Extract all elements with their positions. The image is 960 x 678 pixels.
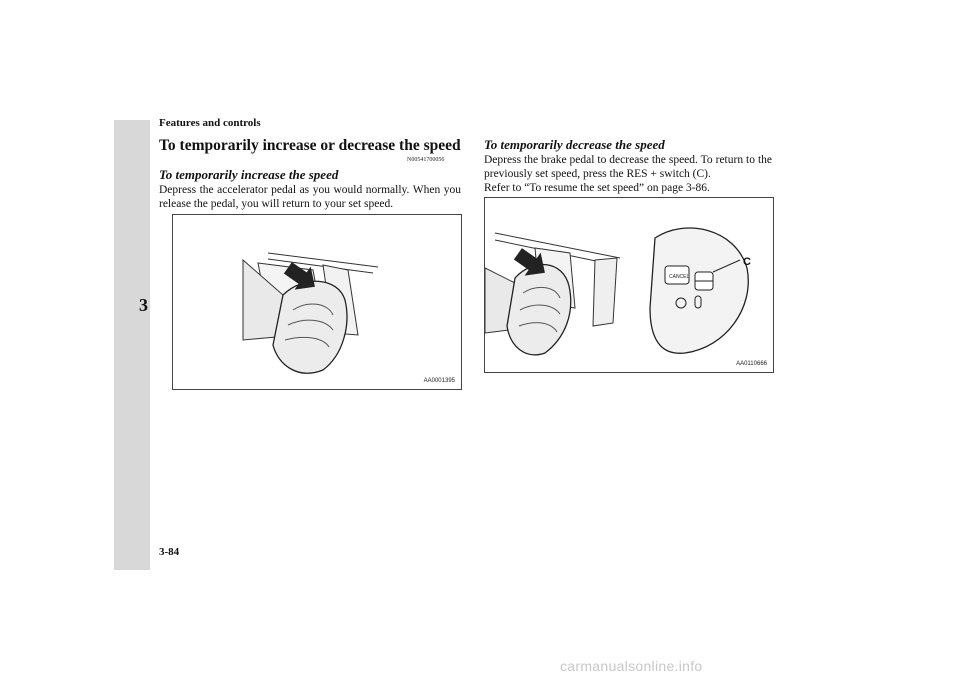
chapter-tab [114,120,150,570]
figure-brake-pedal-switch [484,197,774,373]
figure-code-right: AA0110666 [736,361,767,367]
section-title: To temporarily increase or decrease the speed [159,137,461,154]
body-increase: Depress the accelerator pedal as you would normally. When you release the pedal, you will return to your set speed. [159,184,461,210]
body-decrease-ref: Refer to “To resume the set speed” on page 3-86. [484,182,710,194]
watermark[interactable]: carmanualsonline.info [560,658,703,674]
subtitle-decrease: To temporarily decrease the speed [484,137,665,152]
cancel-switch-label: CANCEL [669,274,690,280]
subtitle-increase: To temporarily increase the speed [159,167,339,182]
steering-wheel-pad [650,228,748,353]
callout-c: C [743,256,751,268]
figure-code-left: AA0001395 [423,378,455,384]
page-number: 3-84 [159,546,180,558]
accelerator-pedal-illustration [173,215,461,389]
chapter-number: 3 [139,295,148,315]
section-header: Features and controls [159,117,261,129]
figure-accelerator-pedal [172,214,462,390]
body-decrease: Depress the brake pedal to decrease the speed. To return to the previously set speed, press the RES + switch (C). [484,154,772,180]
brake-pedal-illustration [485,198,773,372]
section-code: N00541700056 [407,157,445,163]
